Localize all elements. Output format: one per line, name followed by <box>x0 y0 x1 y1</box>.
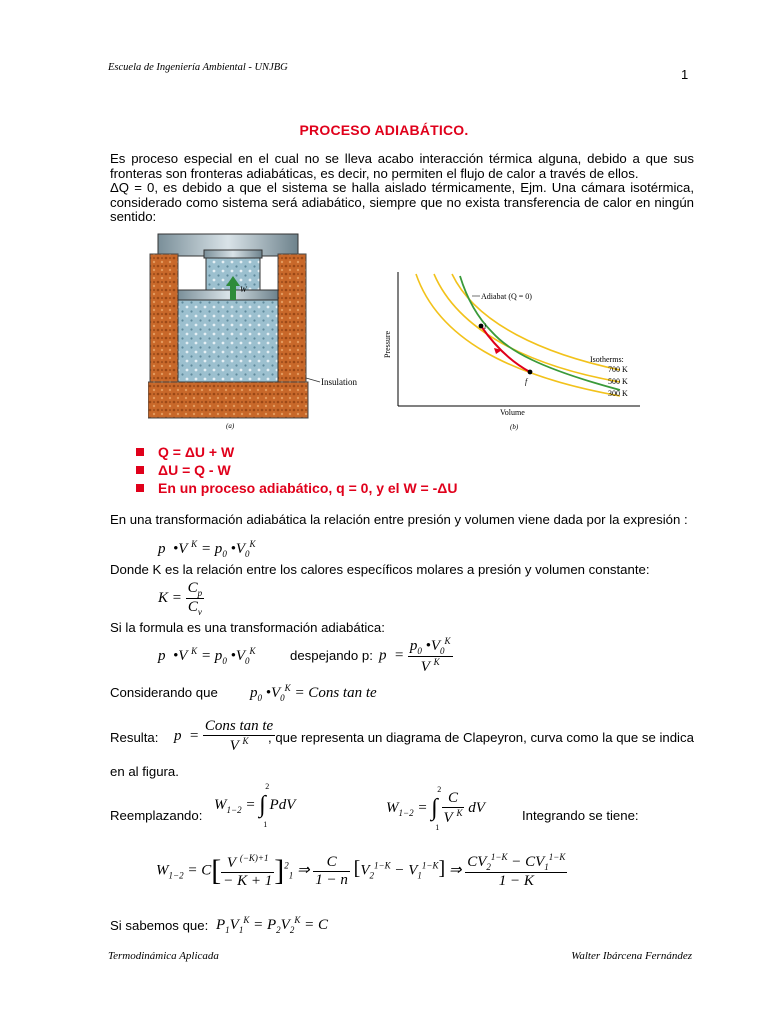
intro-paragraph-2: ΔQ = 0, es debido a que el sistema se halla aislado térmicamente, Ejm. Una cámara isotérmica, considerado como sistema será adiabático, siempre que no exista transferencia de calor en ningún sentido: <box>110 180 694 225</box>
equation-p-solved: p = $\frac{p_0 •V_0^K}{V ^K}$ <box>379 636 451 675</box>
isotherm-500k-label: 500 K <box>608 377 628 386</box>
work-label: W <box>240 285 247 294</box>
point-i <box>479 322 487 331</box>
equation-work-integral-ck: $W_{1-2}$ = ∫ 2 1 $\frac{C}{V ^K}$ dV <box>386 785 485 832</box>
point-f-label: f <box>525 377 528 386</box>
si-sabemos-text: Si sabemos que: <box>110 918 209 933</box>
bullet-item: ΔU = Q - W <box>136 462 231 478</box>
piston <box>178 290 278 300</box>
running-header: Escuela de Ingeniería Ambiental - UNJBG <box>108 62 288 73</box>
isotherms-label: Isotherms: <box>590 355 624 364</box>
donde-k-text: Donde K es la relación entre los calores específicos molares a presión y volumen constante: <box>110 562 650 577</box>
insulation-label: Insulation <box>321 377 357 387</box>
point-i-label: i <box>484 322 487 331</box>
insulation-base <box>148 382 308 418</box>
figure-b-caption: (b) <box>510 423 519 431</box>
point-f <box>528 370 533 375</box>
figure-b-pv-diagram <box>368 268 648 434</box>
intro-paragraph-1: Es proceso especial en el cual no se lleva acabo interacción térmica alguna, debido a que sus fronteras son fronteras adiabáticas, es decir, no permiten el flujo de calor a través de ellos. <box>110 151 694 181</box>
process-path <box>481 326 530 372</box>
figure-a-insulated-cylinder <box>148 232 383 432</box>
page-title: PROCESO ADIABÁTICO. <box>299 122 469 138</box>
bullet-square-icon <box>136 448 144 456</box>
footer-left: Termodinámica Aplicada <box>108 950 219 962</box>
volume-label: Volume <box>500 408 525 417</box>
isotherm-700k-label: 700 K <box>608 365 628 374</box>
resulta-text: Resulta: <box>110 730 159 745</box>
bullet-item: Q = ΔU + W <box>136 444 234 460</box>
equation-p-constante: p = $\frac{\text{Cons tan te}}{V ^K}$ <box>174 718 274 754</box>
relation-text: En una transformación adiabática la relación entre presión y volumen viene dada por la expresión : <box>110 512 688 527</box>
adiabat-label: Adiabat (Q = 0) <box>481 292 532 301</box>
reemplazando-text: Reemplazando: <box>110 808 203 823</box>
bullet-item: En un proceso adiabático, q = 0, y el W = -ΔU <box>136 480 457 496</box>
bullet-square-icon <box>136 484 144 492</box>
resulta-tail-text: , que representa un diagrama de Clapeyron, curva como la que se indica <box>268 730 694 745</box>
equation-pv-k-2: p •V $^K = p_0$ $•V_0^K$ <box>158 646 256 666</box>
equation-work-integral: $W_{1-2}$ = ∫ 2 1 PdV <box>214 782 296 829</box>
integrando-text: Integrando se tiene: <box>522 808 639 823</box>
despejando-text: despejando p: <box>290 648 373 663</box>
equation-constante: $p_0$ $•V_0^K$ = Cons tan te <box>250 683 377 703</box>
isotherm-300k-label: 300 K <box>608 389 628 398</box>
si-formula-text: Si la formula es una transformación adiabática: <box>110 620 385 635</box>
figure-a-caption: (a) <box>226 422 235 430</box>
equation-pv-k: p •V $^K = p_0$ $•V_0^K$ <box>158 539 256 559</box>
bullet-square-icon <box>136 466 144 474</box>
gas-cylinder <box>178 300 278 382</box>
en-figura-text: en al figura. <box>110 764 179 779</box>
page-number: 1 <box>681 67 689 82</box>
footer-right: Walter Ibárcena Fernández <box>571 950 692 962</box>
pressure-label: Pressure <box>383 330 392 358</box>
equation-work-result: $W_{1-2} = C$[ $\frac{V ^{(-K)+1}}{- K + 1}$ ]$^2_1$ ⇒ $\frac{C}{1 - n}$ $[V_2^{1-K} - V_1^{1-K}]$ ⇒ $\frac{CV_2^{1-K} - CV_1^{1-K}}{1 - K}$ <box>156 852 566 889</box>
considerando-text: Considerando que <box>110 685 218 700</box>
equation-p1v1-p2v2: $P_1V_1^K = P_2V_2^K = C$ <box>216 915 328 935</box>
equation-k-ratio: K = $\frac{C_p}{C_v}$ <box>158 580 203 617</box>
